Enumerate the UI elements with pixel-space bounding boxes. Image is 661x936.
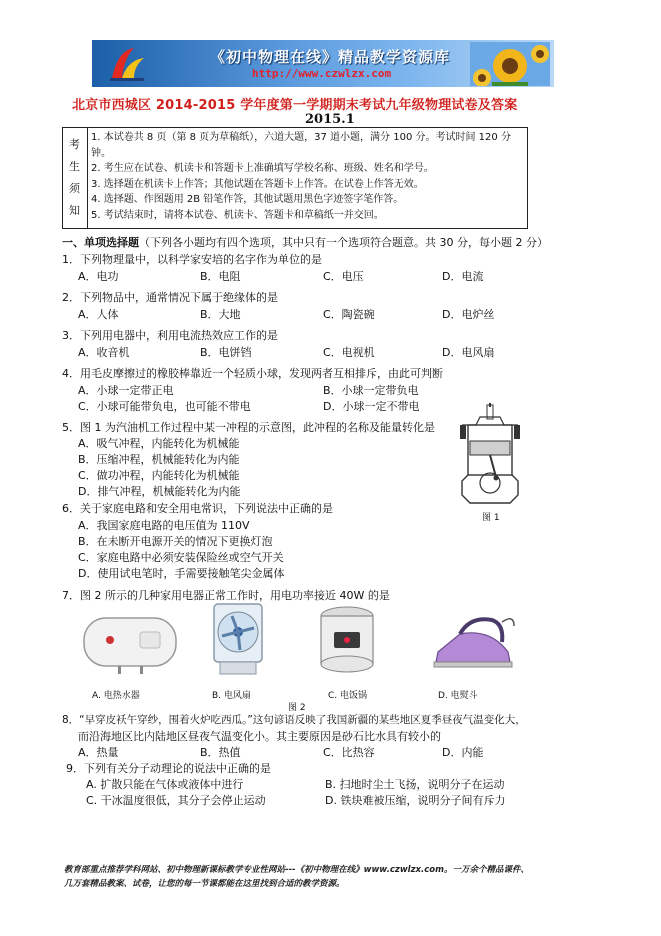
option[interactable]: B．在未断开电源开关的情况下更换灯泡 <box>78 535 273 548</box>
option[interactable]: B. 扫地时尘土飞扬，说明分子在运动 <box>325 778 505 791</box>
option[interactable]: B．压缩冲程，机械能转化为内能 <box>78 453 240 466</box>
option[interactable]: D．电炉丝 <box>442 308 495 321</box>
figure-1-label: 图 1 <box>482 513 500 523</box>
option[interactable]: A．吸气冲程，内能转化为机械能 <box>78 437 240 450</box>
section-heading <box>62 234 548 250</box>
option[interactable]: C．电压 <box>323 270 364 283</box>
notice-item: 2. 考生应在试卷、机读卡和答题卡上准确填写学校名称、班级、姓名和学号。 <box>91 163 434 174</box>
option[interactable]: D．小球一定不带电 <box>323 400 420 413</box>
banner-url[interactable]: http://www.czwlzx.com <box>252 67 392 80</box>
notice-side-char: 须 <box>69 182 80 195</box>
option[interactable]: A．人体 <box>78 308 119 321</box>
option[interactable]: A．小球一定带正电 <box>78 384 174 397</box>
question-stem: 3．下列用电器中，利用电流热效应工作的是 <box>62 329 278 342</box>
question-stem-continued: 而沿海地区比内陆地区昼夜气温变化小。其主要原因是砂石比水具有较小的 <box>78 730 441 743</box>
option[interactable]: C．小球可能带负电，也可能不带电 <box>78 400 251 413</box>
question-stem: 1．下列物理量中，以科学家安培的名字作为单位的是 <box>62 253 322 266</box>
option[interactable]: D．排气冲程，机械能转化为内能 <box>78 485 241 498</box>
site-logo-icon <box>108 44 148 84</box>
page-footer <box>64 863 604 891</box>
notice-item: 1. 本试卷共 8 页（第 8 页为草稿纸），六道大题，37 道小题，满分 100 分。考试时间 120 分 <box>91 132 511 143</box>
document-date: 2015.1 <box>305 112 355 127</box>
document-title: 北京市西城区 2014-2015 学年度第一学期期末考试九年级物理试卷及答案 <box>72 98 518 113</box>
footer-line: 几万套精品教案、试卷，让您的每一节课都能在这里找到合适的教学资源。 <box>64 879 345 889</box>
option[interactable]: B．小球一定带负电 <box>323 384 419 397</box>
option[interactable]: A. 扩散只能在气体或液体中进行 <box>86 778 244 791</box>
notice-side-char: 知 <box>69 204 80 217</box>
option[interactable]: C．比热容 <box>323 746 375 759</box>
box-fan-icon <box>210 602 266 678</box>
option[interactable]: C．电视机 <box>323 346 375 359</box>
section-title: 一、单项选择题 <box>62 236 139 249</box>
option[interactable]: D．内能 <box>442 746 484 759</box>
notice-items <box>91 130 525 223</box>
notice-item: 钟。 <box>91 147 111 159</box>
figure-2-caption: B. 电风扇 <box>212 691 251 701</box>
option[interactable]: D. 铁块难被压缩，说明分子间有斥力 <box>325 794 506 807</box>
question-stem: 9．下列有关分子动理论的说法中正确的是 <box>66 762 271 775</box>
figure-2-label: 图 2 <box>288 703 306 713</box>
option[interactable]: A．收音机 <box>78 346 130 359</box>
option[interactable]: C．家庭电路中必须安装保险丝或空气开关 <box>78 551 284 564</box>
sunflower-icon <box>470 42 550 86</box>
footer-line: 教育部重点推荐学科网站、初中物理新课标教学专业性网站---《初中物理在线》www.czwlzx.com。一万余个精品课件、 <box>64 865 529 875</box>
option[interactable]: C．做功冲程，内能转化为机械能 <box>78 469 240 482</box>
notice-side-label <box>63 128 88 228</box>
option[interactable]: D．使用试电笔时，手需要接触笔尖金属体 <box>78 567 285 580</box>
water-heater-icon <box>80 610 180 676</box>
notice-side-char: 生 <box>69 160 80 173</box>
question-stem: 5．图 1 为汽油机工作过程中某一冲程的示意图，此冲程的名称及能量转化是 <box>62 421 435 434</box>
option[interactable]: A．电功 <box>78 270 119 283</box>
notice-item: 3. 选择题在机读卡上作答；其他试题在答题卡上作答。在试卷上作答无效。 <box>91 178 424 190</box>
question-stem: 4．用毛皮摩擦过的橡胶棒靠近一个轻质小球，发现两者互相排斥，由此可判断 <box>62 367 443 380</box>
question-stem: 8．“早穿皮袄午穿纱，围着火炉吃西瓜。”这句谚语反映了我国新疆的某些地区夏季昼夜气温变化大， <box>62 714 526 726</box>
site-banner <box>92 40 554 87</box>
option[interactable]: C. 干冰温度很低，其分子会停止运动 <box>86 794 266 807</box>
figure-2-caption: D. 电熨斗 <box>438 691 478 701</box>
option[interactable]: B．电饼铛 <box>200 346 252 359</box>
question-stem: 6．关于家庭电路和安全用电常识，下列说法中正确的是 <box>62 502 333 515</box>
exam-notice-box <box>62 127 528 229</box>
option[interactable]: B．大地 <box>200 308 241 321</box>
figure-2-caption: C. 电饭锅 <box>328 691 368 701</box>
option[interactable]: B．电阻 <box>200 270 241 283</box>
question-stem: 2．下列物品中，通常情况下属于绝缘体的是 <box>62 291 278 304</box>
option[interactable]: D．电风扇 <box>442 346 495 359</box>
option[interactable]: D．电流 <box>442 270 484 283</box>
notice-item: 5. 考试结束时，请将本试卷、机读卡、答题卡和草稿纸一并交回。 <box>91 209 384 221</box>
notice-side-char: 考 <box>69 138 80 151</box>
option[interactable]: A．热量 <box>78 746 119 759</box>
option[interactable]: A．我国家庭电路的电压值为 110V <box>78 519 250 532</box>
notice-item: 4. 选择题、作图题用 2B 铅笔作答，其他试题用黑色字迹签字笔作答。 <box>91 194 404 205</box>
option[interactable]: C．陶瓷碗 <box>323 308 375 321</box>
banner-title: 《初中物理在线》精品教学资源库 <box>210 48 451 66</box>
question-stem: 7．图 2 所示的几种家用电器正常工作时，用电功率接近 40W 的是 <box>62 589 390 602</box>
option[interactable]: B．热值 <box>200 746 241 759</box>
figure-2-caption: A. 电热水器 <box>92 691 140 701</box>
electric-iron-icon <box>430 612 516 674</box>
rice-cooker-icon <box>316 604 378 676</box>
section-description: （下列各小题均有四个选项，其中只有一个选项符合题意。共 30 分，每小题 2 分） <box>139 236 548 249</box>
engine-diagram-icon <box>456 403 526 507</box>
